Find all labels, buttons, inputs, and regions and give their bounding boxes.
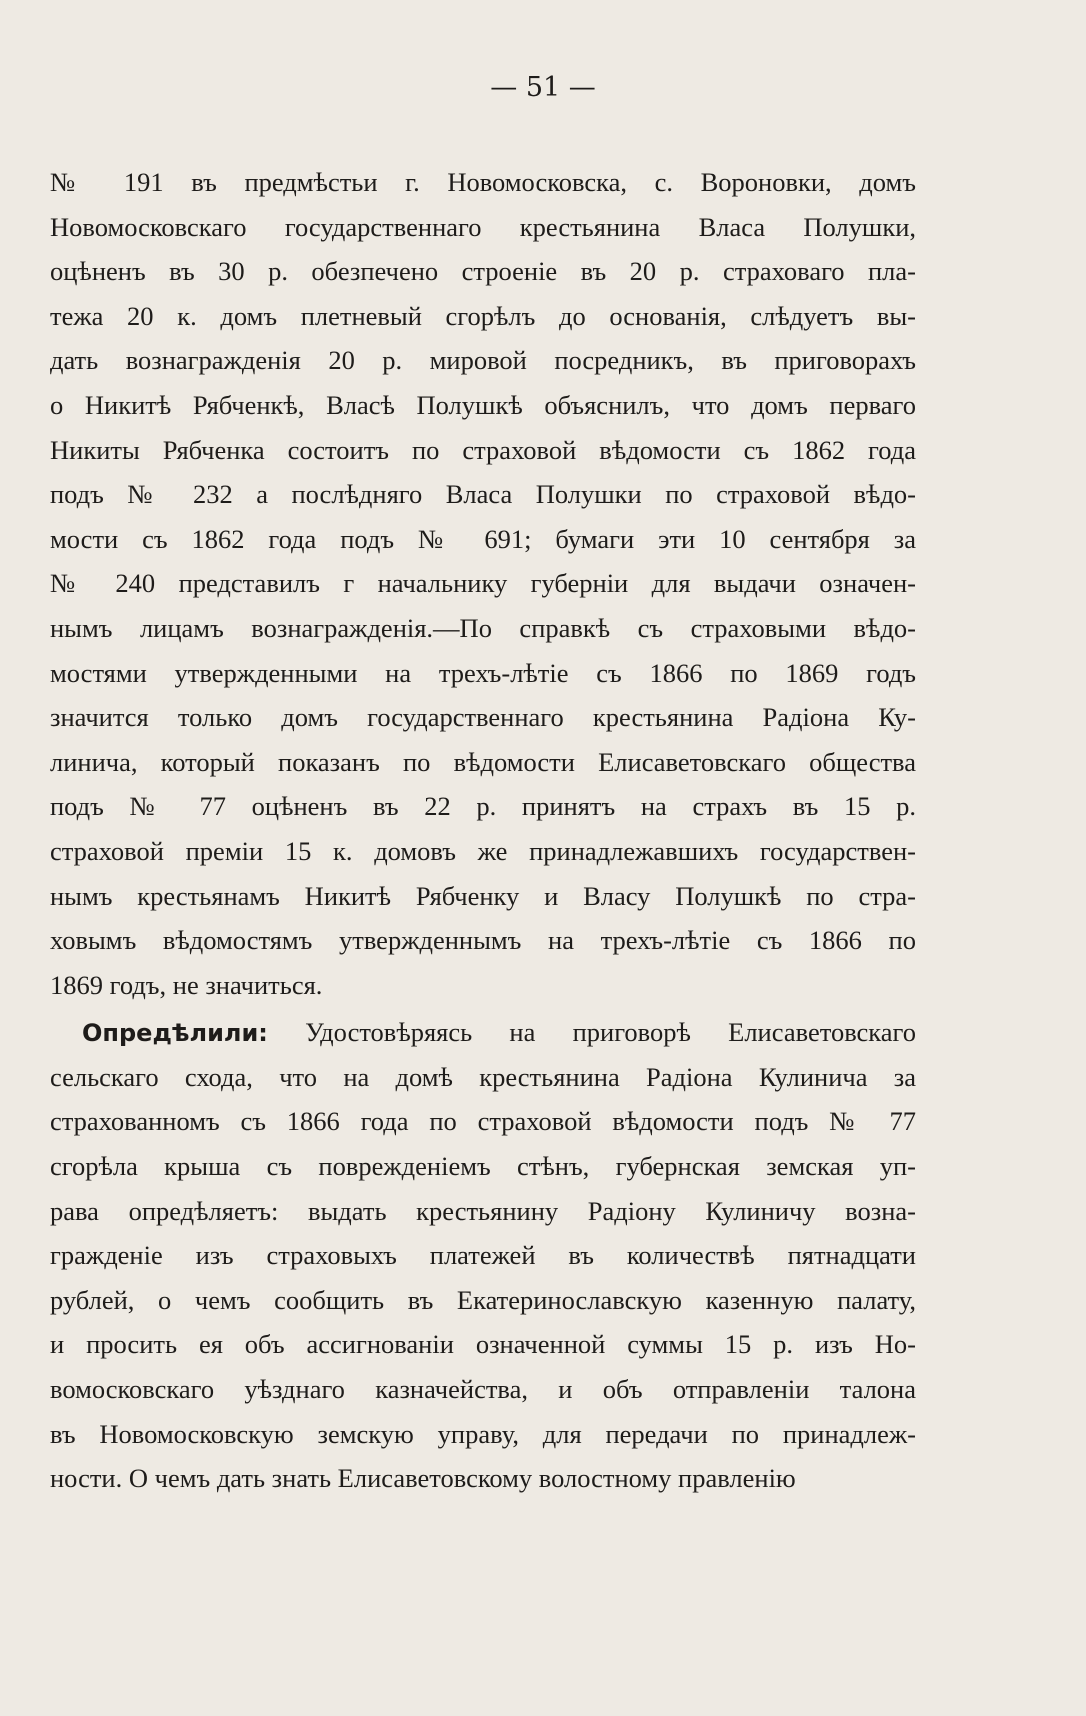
text-line: и просить ея объ ассигнованіи означенной суммы 15 р. изъ Но- xyxy=(50,1329,916,1360)
text-line: Никиты Рябченка состоитъ по страховой вѣдомости съ 1862 года xyxy=(50,434,916,465)
text-line: нымъ крестьянамъ Никитѣ Рябченку и Власу Полушкѣ по стра- xyxy=(50,880,916,911)
text-line: дать вознагражденія 20 р. мировой посредникъ, въ приговорахъ xyxy=(50,345,916,376)
text-line: Новомосковскаго государственнаго крестьянина Власа Полушки, xyxy=(50,211,916,242)
text-line: мостями утвержденными на трехъ-лѣтіе съ 1866 по 1869 годъ xyxy=(50,657,916,688)
text-line: страховой преміи 15 к. домовъ же принадлежавшихъ государствен- xyxy=(50,835,916,866)
text-line: нымъ лицамъ вознагражденія.—По справкѣ съ страховыми вѣдо- xyxy=(50,612,916,643)
text-line: 1869 годъ, не значиться. xyxy=(50,969,323,1000)
text-line: сгорѣла крыша съ поврежденіемъ стѣнъ, губернская земская уп- xyxy=(50,1151,916,1182)
text-line: подъ № 77 оцѣненъ въ 22 р. принятъ на страхъ въ 15 р. xyxy=(50,791,916,822)
text-line: значится только домъ государственнаго крестьянина Радіона Ку- xyxy=(50,702,916,733)
text-line: № 240 представилъ г начальнику губерніи для выдачи означен- xyxy=(50,568,916,599)
text-line: тежа 20 к. домъ плетневый сгорѣлъ до основанія, слѣдуетъ вы- xyxy=(50,300,916,331)
text-line: ховымъ вѣдомостямъ утвержденнымъ на трехъ-лѣтіе съ 1866 по xyxy=(50,925,916,956)
text-line: линича, который показанъ по вѣдомости Елисаветовскаго общества xyxy=(50,746,916,777)
paragraph-1 xyxy=(50,160,916,1007)
text-line: мости съ 1862 года подъ № 691; бумаги эти 10 сентября за xyxy=(50,523,916,554)
resolution-first-line xyxy=(50,1010,916,1055)
text-line: въ Новомосковскую земскую управу, для передачи по принадлеж- xyxy=(50,1418,916,1449)
text-line: оцѣненъ въ 30 р. обезпечено строеніе въ 20 р. страховаго пла- xyxy=(50,256,916,287)
text-line: вомосковскаго уѣзднаго казначейства, и объ отправленіи талона xyxy=(50,1374,916,1405)
text-line: рублей, о чемъ сообщить въ Екатеринославскую казенную палату, xyxy=(50,1284,916,1315)
text-line: ности. О чемъ дать знать Елисаветовскому волостному правленію xyxy=(50,1463,796,1494)
resolution-heading: Опредѣлили: xyxy=(82,1019,268,1048)
text-line: подъ № 232 а послѣдняго Власа Полушки по страховой вѣдо- xyxy=(50,479,916,510)
paragraph-2 xyxy=(50,1010,916,1501)
text-line: о Никитѣ Рябченкѣ, Власѣ Полушкѣ объяснилъ, что домъ перваго xyxy=(50,389,916,420)
text-line: рава опредѣляетъ: выдать крестьянину Радіону Кулиничу возна- xyxy=(50,1195,916,1226)
text-line: страхованномъ съ 1866 года по страховой вѣдомости подъ № 77 xyxy=(50,1106,916,1137)
body-text xyxy=(50,160,916,1501)
text-line: сельскаго схода, что на домѣ крестьянина Радіона Кулинича за xyxy=(50,1061,916,1092)
resolution-first-line-text: Удостовѣряясь на приговорѣ Елисаветовскаго xyxy=(305,1017,917,1048)
page-number: — 51 — xyxy=(490,72,596,103)
text-line: № 191 въ предмѣстьи г. Новомосковска, с. Вороновки, домъ xyxy=(50,167,916,197)
text-line: гражденіе изъ страховыхъ платежей въ количествѣ пятнадцати xyxy=(50,1240,916,1271)
